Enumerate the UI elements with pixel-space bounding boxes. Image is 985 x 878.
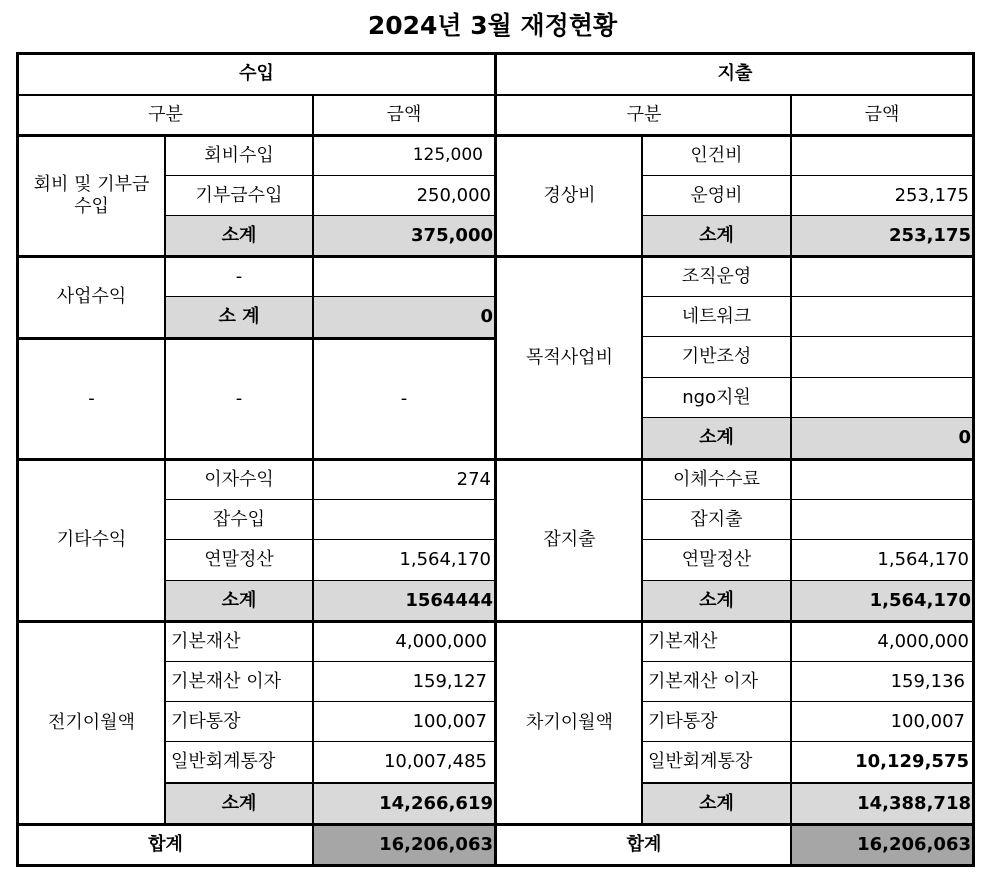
hline-expense-r4: [642, 336, 973, 337]
hline-total: [16, 823, 975, 826]
income-other-subtotal-label: 소계: [165, 581, 313, 621]
income-dues-amount: 125,000: [412, 145, 483, 166]
hline-income-r8: [165, 701, 495, 702]
expense-operations-amount: 253,175: [894, 184, 969, 206]
expense-other-account-label: 기타통장: [648, 710, 718, 732]
vline-income-category: [164, 135, 166, 824]
income-settlement-amount: 1,564,170: [399, 548, 491, 570]
income-carry-subtotal-label: 소계: [165, 784, 313, 824]
hline-income-r2: [165, 215, 495, 216]
income-amount-header: 금액: [386, 103, 422, 125]
income-header: 수입: [239, 62, 274, 84]
hline-expense-r11: [642, 701, 973, 702]
hline-header: [16, 94, 975, 96]
expense-carry-subtotal-label: 소계: [642, 784, 791, 824]
expense-network-label: 네트워크: [681, 305, 752, 327]
expense-purpose-group: 목적사업비: [526, 346, 613, 368]
expense-general-account-label: 일반회계통장: [648, 750, 753, 772]
hline-income-r6: [165, 580, 495, 581]
hline-income-r1: [165, 175, 495, 176]
expense-misc-group: 잡지출: [543, 528, 596, 550]
hline-expense-r1: [642, 175, 973, 176]
hline-income-r4: [165, 499, 495, 500]
income-base-interest-amount: 159,127: [412, 670, 487, 692]
expense-misc-label: 잡지출: [690, 508, 743, 530]
hline-section-other: [16, 458, 975, 461]
hline-expense-r10: [642, 661, 973, 662]
expense-subtotal-amount: 253,175: [791, 216, 973, 256]
hline-expense-r5: [642, 377, 973, 378]
hline-income-r9: [165, 741, 495, 742]
hline-expense-r2: [642, 215, 973, 216]
expense-carry-subtotal-amount: 14,388,718: [791, 784, 973, 824]
expense-misc-subtotal-label: 소계: [642, 581, 791, 621]
expense-purpose-subtotal-label: 소계: [642, 418, 791, 458]
page-title: 2024년 3월 재정현황: [367, 11, 618, 40]
hline-section1: [16, 255, 975, 258]
income-subtotal-amount: 375,000: [313, 216, 495, 256]
expense-foundation-label: 기반조성: [681, 345, 752, 367]
expense-transfer-fee-label: 이체수수료: [673, 468, 760, 490]
income-other-subtotal-amount: 1564444: [313, 581, 495, 621]
income-blank-item: -: [235, 387, 243, 409]
expense-amount-header: 금액: [864, 103, 900, 125]
hline-expense-r12: [642, 741, 973, 742]
hline-income-blank-top: [16, 337, 496, 340]
expense-base-interest-amount: 159,136: [890, 670, 965, 692]
income-category-header: 구분: [148, 103, 183, 125]
hline-expense-r13: [642, 782, 973, 784]
income-blank-group: -: [88, 387, 95, 409]
income-dues-group: 회비 및 기부금 수입: [33, 173, 150, 217]
expense-total-label: 합계: [626, 833, 662, 855]
hline-income-r10: [165, 782, 495, 784]
income-base-assets-label: 기본재산: [171, 630, 241, 652]
expense-base-assets-label: 기본재산: [648, 630, 718, 652]
income-base-interest-label: 기본재산 이자: [171, 670, 282, 692]
expense-settlement-amount: 1,564,170: [877, 548, 969, 570]
income-business-subtotal-label: 소 계: [165, 297, 313, 337]
expense-personnel-label: 인건비: [690, 144, 743, 166]
income-dues-label: 회비수입: [204, 144, 274, 166]
expense-base-interest-label: 기본재산 이자: [648, 670, 759, 692]
income-carry-subtotal-amount: 14,266,619: [313, 784, 495, 824]
hline-expense-r8: [642, 539, 973, 540]
hline-subheader: [16, 134, 975, 137]
income-subtotal-label: 소계: [165, 216, 313, 256]
income-donation-label: 기부금수입: [195, 184, 283, 206]
expense-purpose-subtotal-amount: 0: [791, 418, 973, 458]
income-misc-label: 잡수입: [212, 508, 266, 530]
income-other-group: 기타수익: [56, 528, 127, 550]
expense-operating-group: 경상비: [543, 184, 596, 206]
hline-expense-r9: [642, 580, 973, 581]
expense-settlement-label: 연말정산: [681, 548, 752, 570]
expense-subtotal-label: 소계: [642, 216, 791, 256]
income-interest-amount: 274: [456, 468, 491, 490]
income-other-account-label: 기타통장: [171, 710, 241, 732]
hline-income-r3: [165, 296, 495, 297]
income-general-account-amount: 10,007,485: [383, 750, 487, 772]
expense-misc-subtotal-amount: 1,564,170: [791, 581, 973, 621]
expense-ngo-label: ngo지원: [682, 386, 751, 408]
expense-other-account-amount: 100,007: [890, 710, 965, 732]
income-base-assets-amount: 4,000,000: [395, 630, 487, 652]
expense-base-assets-amount: 4,000,000: [877, 630, 969, 652]
income-settlement-label: 연말정산: [204, 548, 274, 570]
vline-expense-amount: [790, 94, 792, 866]
hline-income-r7: [165, 661, 495, 662]
income-business-subtotal-amount: 0: [313, 297, 495, 337]
expense-operations-label: 운영비: [690, 184, 743, 206]
expense-header: 지출: [717, 62, 753, 84]
income-total-amount: 16,206,063: [313, 825, 495, 865]
income-donation-amount: 250,000: [416, 184, 491, 206]
hline-section-carry: [16, 620, 975, 623]
income-general-account-label: 일반회계통장: [171, 750, 276, 772]
income-interest-label: 이자수익: [204, 468, 274, 490]
hline-expense-r6: [642, 417, 973, 418]
vline-expense-category: [641, 135, 643, 824]
income-business-item: -: [235, 265, 243, 287]
income-business-group: 사업수익: [56, 285, 127, 307]
expense-category-header: 구분: [626, 103, 662, 125]
income-carry-group: 전기이월액: [48, 711, 135, 733]
income-blank-amount: -: [400, 387, 408, 409]
hline-expense-r3: [642, 296, 973, 297]
vline-income-amount: [312, 94, 314, 866]
hline-income-r5: [165, 539, 495, 540]
hline-expense-r7: [642, 499, 973, 500]
income-total-label: 합계: [148, 833, 183, 855]
expense-total-amount: 16,206,063: [791, 825, 973, 865]
expense-general-account-amount: 10,129,575: [855, 750, 969, 772]
expense-organization-label: 조직운영: [681, 265, 752, 287]
expense-carry-group: 차기이월액: [526, 711, 613, 733]
income-other-account-amount: 100,007: [412, 710, 487, 732]
